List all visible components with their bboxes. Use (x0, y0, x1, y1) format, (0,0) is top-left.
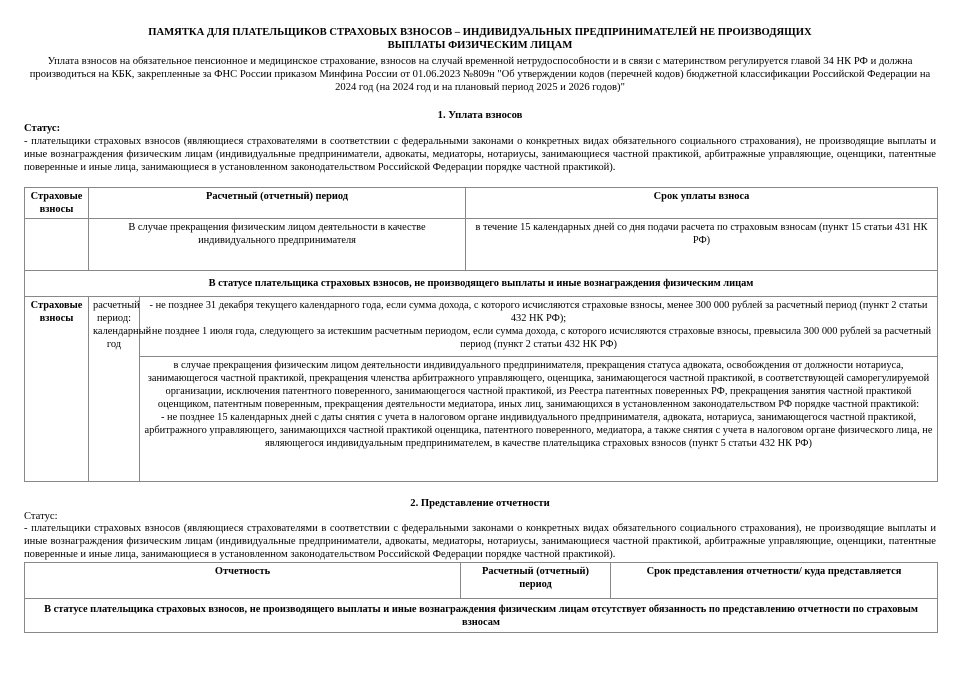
row1-deadline: в течение 15 календарных дней со дня подачи расчета по страховым взносам (пункт 15 статьи 431 НК РФ) (466, 219, 938, 271)
col-header-report-period: Расчетный (отчетный) период (461, 563, 611, 599)
col-header-insurance: Страховые взносы (25, 188, 89, 219)
deadline-annual-item-2: - не позднее 1 июля года, следующего за истекшим расчетным периодом, если сумма дохода, с которого исчисляются страховые взносы, превысила 300 000 рублей за расчетный период (пункт 2 статьи 432 НК РФ) (145, 326, 932, 350)
status-row: В статусе плательщика страховых взносов, не производящего выплаты и иные вознаграждения физическим лицам (25, 271, 938, 297)
col-header-report-deadline: Срок представления отчетности/ куда представляется (611, 563, 938, 599)
row1-empty-cell (25, 219, 89, 271)
col-header-period: Расчетный (отчетный) период (89, 188, 466, 219)
section-2-status-text: - плательщики страховых взносов (являющиеся страхователями в соответствии с федеральными законами о конкретных видах обязательного социального страхования), не производящие выплаты и иные вознаграждения физическим лицам (индивидуальные предприниматели, адвокаты, медиаторы, нотариусы, занимающиеся частной практикой, арбитражные управляющие, оценщики, патентные поверенные и иные лица, занимающиеся в установленном законодательством Российской Федерации порядке частной практикой). (24, 523, 936, 560)
intro-paragraph: Уплата взносов на обязательное пенсионное и медицинское страхование, взносов на случай временной нетрудоспособности и в связи с материнством регулируется главой 34 НК РФ и должна производиться на КБК, закрепленные за ФНС России приказом Минфина России от 01.06.2023 №809н "Об утверждении кодов (перечней кодов) бюджетной классификации Российской Федерации на 2024 год (на 2024 год и на плановый период 2025 и 2026 годов)" (29, 56, 931, 93)
row1-period: В случае прекращения физическим лицом деятельности в качестве индивидуального предпринимателя (89, 219, 466, 271)
insurance-label-cell: Страховые взносы (25, 297, 89, 482)
reporting-status-row: В статусе плательщика страховых взносов, не производящего выплаты и иные вознаграждения физическим лицам отсутствует обязанность по представлению отчетности по страховым взносам (25, 599, 938, 633)
section-2-status-label: Статус: (24, 511, 58, 522)
title-line-2: ВЫПЛАТЫ ФИЗИЧЕСКИМ ЛИЦАМ (387, 40, 573, 51)
payment-table (24, 187, 938, 482)
title-line-1: ПАМЯТКА ДЛЯ ПЛАТЕЛЬЩИКОВ СТРАХОВЫХ ВЗНОСОВ – ИНДИВИДУАЛЬНЫХ ПРЕДПРИНИМАТЕЛЕЙ НЕ ПРОИЗВОДЯЩИХ (148, 27, 812, 38)
section-1-status-label: Статус: (24, 123, 61, 134)
section-2-heading: 2. Представление отчетности (410, 498, 550, 509)
col-header-reporting: Отчетность (25, 563, 461, 599)
deadline-annual-item-1: - не позднее 31 декабря текущего календарного года, если сумма дохода, с которого исчисляются страховые взносы, менее 300 000 рублей за расчетный период (пункт 2 статьи 432 НК РФ); (149, 300, 928, 324)
deadline-termination-conditions: в случае прекращения физическим лицом деятельности индивидуального предпринимателя, прекращения статуса адвоката, освобождения от должности нотариуса, занимающегося частной практикой, прекращения членства арбитражного управляющего, оценщика, занимающегося частной практикой, в соответствующей саморегулируемой организации, исключения патентного поверенного, занимающегося частной практикой, из Реестра патентных поверенных РФ, прекращения занятия частной практикой оценщиком, патентным поверенным, прекращения деятельности медиатора, иных лиц, занимающихся в установленном законодательством РФ порядке частной практикой: (147, 360, 930, 410)
deadline-termination-rule: - не позднее 15 календарных дней с даты снятия с учета в налоговом органе индивидуального предпринимателя, адвоката, нотариуса, занимающегося частной практикой, арбитражного управляющего, занимающихся частной практикой оценщика, патентного поверенного, медиатора, а также снятия с учета в налоговом органе физического лица, не являющегося индивидуальным предпринимателем, в качестве плательщика страховых взносов (пункт 5 статьи 432 НК РФ) (144, 412, 933, 449)
deadline-termination-cell (140, 357, 938, 482)
document-title (60, 26, 900, 52)
period-label-cell: расчетный период: календарный год (89, 297, 140, 482)
deadline-annual-cell (140, 297, 938, 357)
section-1-status-text: - плательщики страховых взносов (являющиеся страхователями в соответствии с федеральными законами о конкретных видах обязательного социального страхования), не производящие выплаты и иные вознаграждения физическим лицам (индивидуальные предприниматели, адвокаты, медиаторы, нотариусы, занимающиеся частной практикой, арбитражные управляющие, оценщики, патентные поверенные и иные лица, занимающиеся в установленном законодательством Российской Федерации порядке частной практикой). (24, 136, 936, 173)
section-1-heading: 1. Уплата взносов (437, 110, 523, 121)
reporting-table (24, 562, 938, 633)
col-header-deadline: Срок уплаты взноса (466, 188, 938, 219)
